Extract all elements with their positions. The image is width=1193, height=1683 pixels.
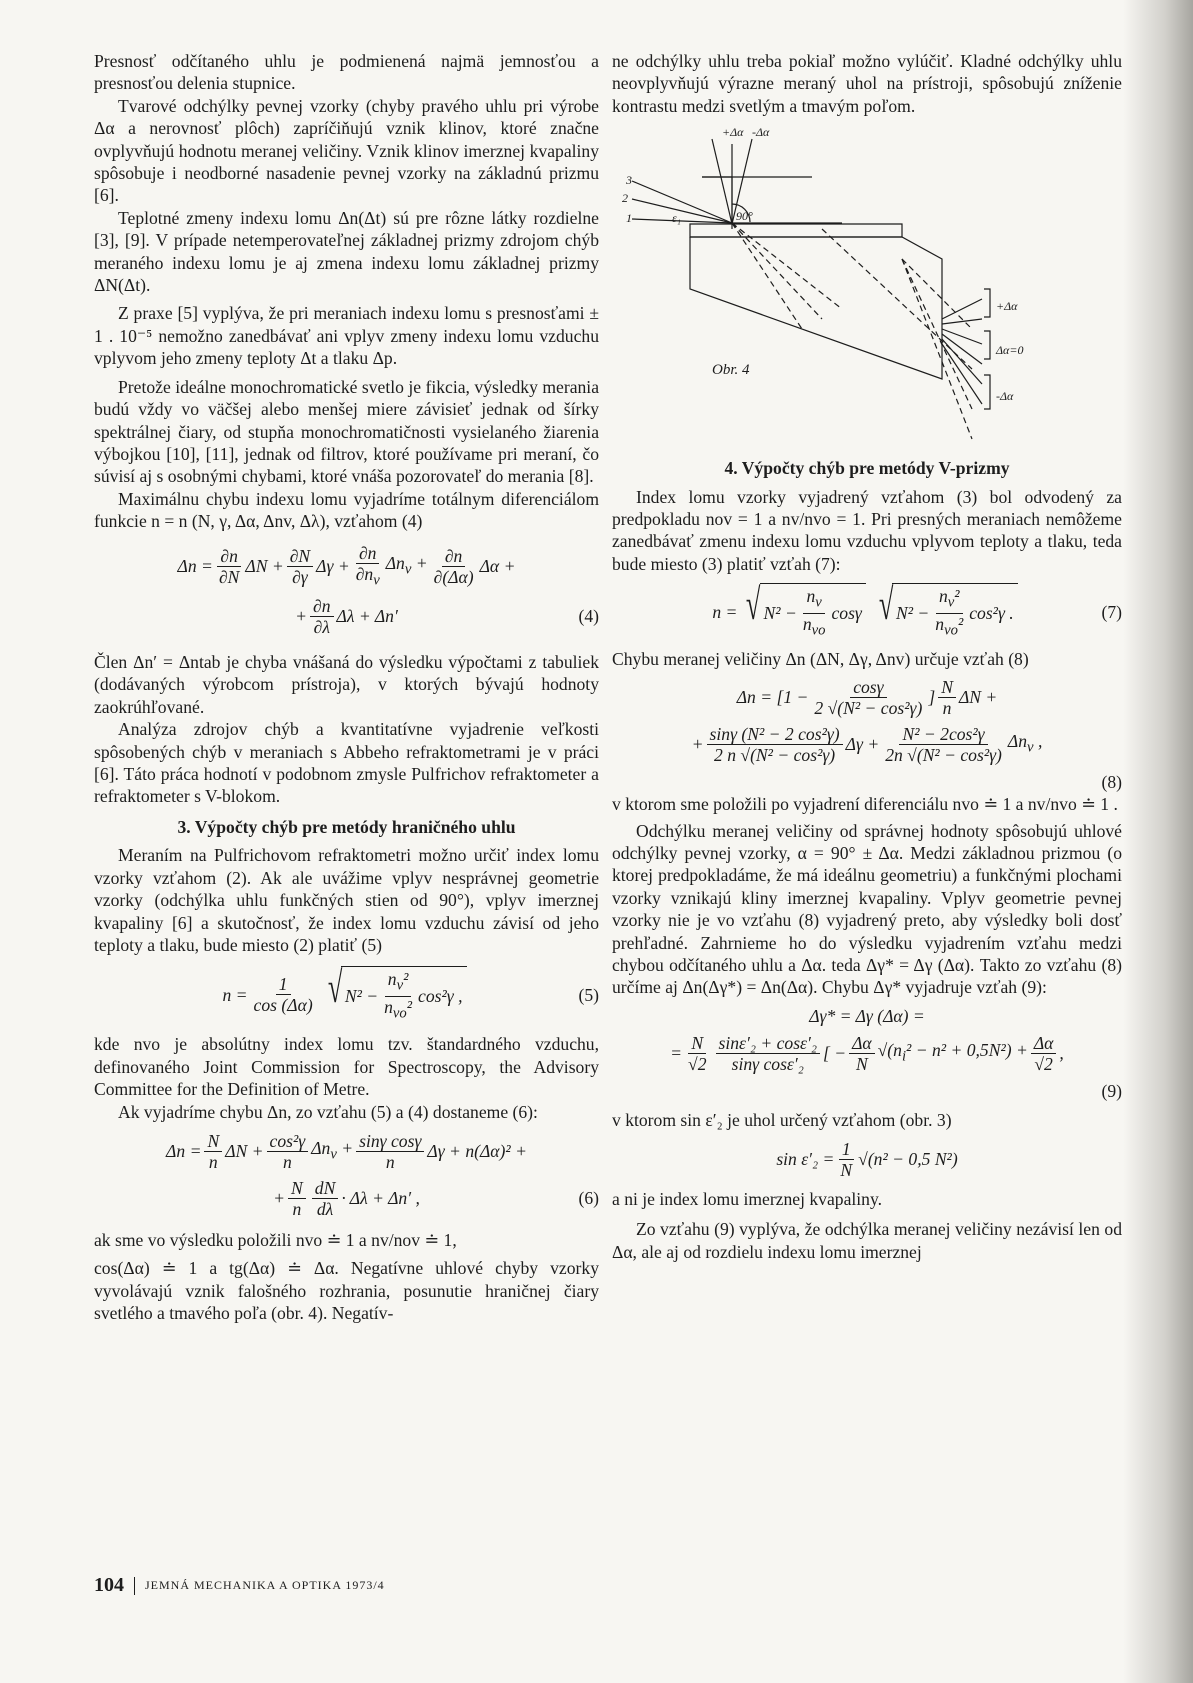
page-footer <box>94 1574 385 1597</box>
equation-number: (8) <box>1101 771 1122 792</box>
equation-4-cont: + $\frac{\partial n}{\partial\lambda}$ Δλ + Δn′ (4) <box>295 596 599 638</box>
figure-4 <box>612 119 1122 449</box>
equation-number: (6) <box>578 1188 599 1209</box>
paragraph: Index lomu vzorky vyjadrený vzťahom (3) bol odvodený za predpokladu nov = 1 a nv/nvo = 1. Pri presných meraniach nemôžeme zanedbávať zmenu indexu lomu vzduchu vplyvom teploty a tlaku, teda bude miesto (3) platiť vzťah (7): <box>612 486 1122 574</box>
paragraph: Presnosť odčítaného uhlu je podmienená najmä jemnosťou a presnosťou delenia stupnice. <box>94 51 599 94</box>
equation-9: Δγ* = Δγ (Δα) = <box>809 1005 925 1026</box>
equation-4: Δn = $\frac{\partial n}{\partial N}$ ΔN + $\frac{\partial N}{\partial\gamma}$ Δγ + $\frac{\partial n}{\partial n_v}$ $\Delta n_v$ + $\frac{\partial n}{\partial(\Delta\alpha)}$ Δα + <box>177 542 516 589</box>
paragraph: Teplotné zmeny indexu lomu Δn(Δt) sú pre rôzne látky rozdielne [3], [9]. V prípade netemperovateľnej základnej prizmy zdrojom chýb meraného indexu lomu je aj zmena indexu lomu základnej prizmy ΔN(Δt). <box>94 207 599 296</box>
figure-label: 1 <box>626 211 632 226</box>
equation-number: (4) <box>578 606 599 627</box>
figure-label: -Δα <box>996 389 1014 404</box>
paragraph: Pretože ideálne monochromatické svetlo je fikcia, výsledky merania budú vždy vo väčšej alebo menšej miere závisieť jednak od šírky spektrálnej čiary, od stupňa monochromatičnosti vysielaného žiarenia výbojkou [10], [11], jednak od filtrov, ktoré používame pri meraní, čo súvisí aj s osobnými chybami, ktoré vnáša pozorovateľ do merania [8]. <box>94 376 599 487</box>
paragraph: Z praxe [5] vyplýva, že pri meraniach indexu lomu s presnosťami ± 1 . 10⁻⁵ nemožno zanedbávať ani vplyv zmeny indexu lomu vzduchu vplyvom jeho zmeny teploty Δt a tlaku Δp. <box>94 303 599 369</box>
left-column <box>94 50 599 1325</box>
page-number: 104 <box>94 1574 124 1596</box>
equation-number: (9) <box>1101 1081 1122 1102</box>
paragraph: Tvarové odchýlky pevnej vzorky (chyby pravého uhlu pri výrobe Δα a nerovnosť plôch) zapríčiňujú vznik klinov, ktoré značne ovplyvňujú hodnotu meranej veličiny. Vznik klinov imerznej kvapaliny spôsobuje i neodborné nasadenie pevnej vzorky na základnú prizmu [6]. <box>94 95 599 206</box>
figure-label: -Δα <box>752 125 770 140</box>
paragraph: Zo vzťahu (9) vyplýva, že odchýlka meranej veličiny nezávisí len od Δα, ale aj od rozdielu indexu lomu imerznej <box>612 1219 1122 1262</box>
paragraph: Chybu meranej veličiny Δn (ΔN, Δγ, Δnv) určuje vzťah (8) <box>612 649 1029 670</box>
paragraph: ne odchýlky uhlu treba pokiaľ možno vylúčiť. Kladné odchýlky uhlu neovplyvňujú výrazne meraný uhol na prístroji, spôsobujú zníženie kontrastu medzi svetlým a tmavým poľom. <box>612 51 1122 116</box>
paragraph: v ktorom sme položili po vyjadrení diferenciálu nvo ≐ 1 a nv/nvo ≐ 1 . <box>612 794 1118 815</box>
figure-label: 90° <box>736 209 753 224</box>
figure-4-drawing <box>612 119 1122 449</box>
paragraph: Odchýlku meranej veličiny od správnej hodnoty spôsobujú uhlové odchýlky pevnej vzorky, α = 90° ± Δα. Medzi základnou prizmou (o ktorej predpokladáme, že má ideálnu geometriu) a funkčnými plochami vzorky vznikajú kliny imerznej kvapaliny. Vplyv geometrie pevnej vzorky nie je vo vzťahu (8) vyjadrený preto, aby výsledky boli dosť prehľadné. Zahrnieme ho do výsledku vyjadrením vzťahu medzi chybou odčítaného uhlu a Δα. teda Δγ* = Δγ (Δα). Takto zo vzťahu (8) určíme aj Δn(Δγ*) = Δn(Δα). Chybu Δγ* vyjadruje vzťah (9): <box>612 820 1122 998</box>
paragraph: cos(Δα) ≐ 1 a tg(Δα) ≐ Δα. Negatívne uhlové chyby vzorky vyvolávajú vznik falošného rozhrania, posunutie hraničnej čiary svetlého a tmavého poľa (obr. 4). Negatív- <box>94 1258 599 1324</box>
journal-name: JEMNÁ MECHANIKA A OPTIKA 1973/4 <box>145 1578 385 1592</box>
figure-label: 3 <box>626 173 632 188</box>
figure-label: ε₁ <box>672 211 681 226</box>
paragraph: Maximálnu chybu indexu lomu vyjadríme totálnym diferenciálom funkcie n = n (N, γ, Δα, Δnv, Δλ), vzťahom (4) <box>94 488 599 532</box>
right-column <box>612 50 1122 1263</box>
equation-8-cont: + $\frac{\text{sinγ (N² − 2 cos²γ)}}{\text{2 n √(N² − cos²γ)}}$ Δγ + $\frac{\text{N² − 2cos²γ}}{\text{2n √(N² − cos²γ)}}$ $\Delta n_v$ , <box>691 723 1043 765</box>
paragraph: Analýza zdrojov chýb a kvantitatívne vyjadrenie veľkosti spôsobených chýb v meraniach s Abbeho refraktometrami je v práci [6]. Táto práca hodnotí v podobnom zmysle Pulfrichov refraktometer a refraktometer s V-blokom. <box>94 719 599 807</box>
paragraph: v ktorom sin ε′₂ je uhol určený vzťahom (obr. 3) <box>612 1109 952 1130</box>
equation-6-cont: + $\frac{N}{n}$ $\frac{dN}{d\lambda}$ · Δλ + Δn′ , (6) <box>273 1177 599 1219</box>
paragraph: Člen Δn′ = Δntab je chyba vnášaná do výsledku výpočtami z tabuliek (dodávaných výrobcom prístroja), v ktorých bývajú hodnoty zaokrúhľované. <box>94 652 599 717</box>
equation-6: Δn = $\frac{N}{n}$ ΔN + $\frac{\text{cos²γ}}{n}$ $\Delta n_v$ + $\frac{\text{sinγ cosγ}}{n}$ Δγ + n(Δα)² + <box>166 1130 527 1172</box>
figure-label: +Δα <box>722 125 744 140</box>
paragraph: Meraním na Pulfrichovom refraktometri možno určiť index lomu vzorky vzťahom (2). Ak ale uvážime vplyv nesprávnej geometrie vzorky (odchýlka uhlu funkčných stien od 90°), vplyv imerznej kvapaliny [6] a skutočnosť, že index lomu vzduchu závisí od jeho teploty a tlaku, bude miesto (2) platiť (5) <box>94 845 599 955</box>
equation-7: n = √ N² − $\frac{n_v}{n_{vo}}$ cosγ √ N² − $\frac{n_v^2}{n_{vo}^2}$ cos²γ . (7) <box>712 580 1122 639</box>
paragraph: a ni je index lomu imerznej kvapaliny. <box>612 1188 883 1209</box>
equation-sin-eps: sin ε′₂ = $\frac{1}{N}$ √(n² − 0,5 N²) <box>776 1138 958 1180</box>
paragraph: ak sme vo výsledku položili nvo ≐ 1 a nv/nov ≐ 1, <box>94 1229 457 1250</box>
equation-9-cont: = $\frac{N}{√2}$ $\frac{\text{sinε′₂ + cosε′₂}}{\text{sinγ cosε′₂}}$ [ − $\frac{\Delta\alpha}{N}$ $√(n_i^2 - n^2 + 0,5N^2)$ + $\frac{\Delta\alpha}{√2}$ , <box>670 1033 1064 1075</box>
equation-number: (7) <box>1101 601 1122 622</box>
paragraph: Ak vyjadríme chybu Δn, zo vzťahu (5) a (4) dostaneme (6): <box>118 1101 538 1122</box>
figure-caption: Obr. 4 <box>712 362 750 379</box>
figure-label: +Δα <box>996 299 1018 314</box>
equation-5: n = $\frac{1}{\cos (\Delta\alpha)}$ √ N² − $\frac{n_v^2}{n_{vo}^2}$ cos²γ , (5) <box>222 963 599 1022</box>
section-heading: 4. Výpočty chýb pre metódy V-prizmy <box>724 458 1010 479</box>
section-heading: 3. Výpočty chýb pre metódy hraničného uhlu <box>177 816 516 837</box>
figure-label: Δα=0 <box>996 343 1024 358</box>
figure-label: 2 <box>622 191 628 206</box>
equation-number: (5) <box>578 984 599 1005</box>
page-edge-shadow <box>1123 0 1193 1683</box>
footer-divider <box>134 1577 135 1595</box>
paragraph: kde nvo je absolútny index lomu tzv. štandardného vzduchu, definovaného Joint Commission for Spectroscopy, the Advisory Committee for the Definition of Metre. <box>94 1034 599 1100</box>
equation-8: Δn = [1 − $\frac{\cos\gamma}{\text{2 √(N² − cos²γ)}}$ ] $\frac{N}{n}$ ΔN + <box>736 676 998 718</box>
